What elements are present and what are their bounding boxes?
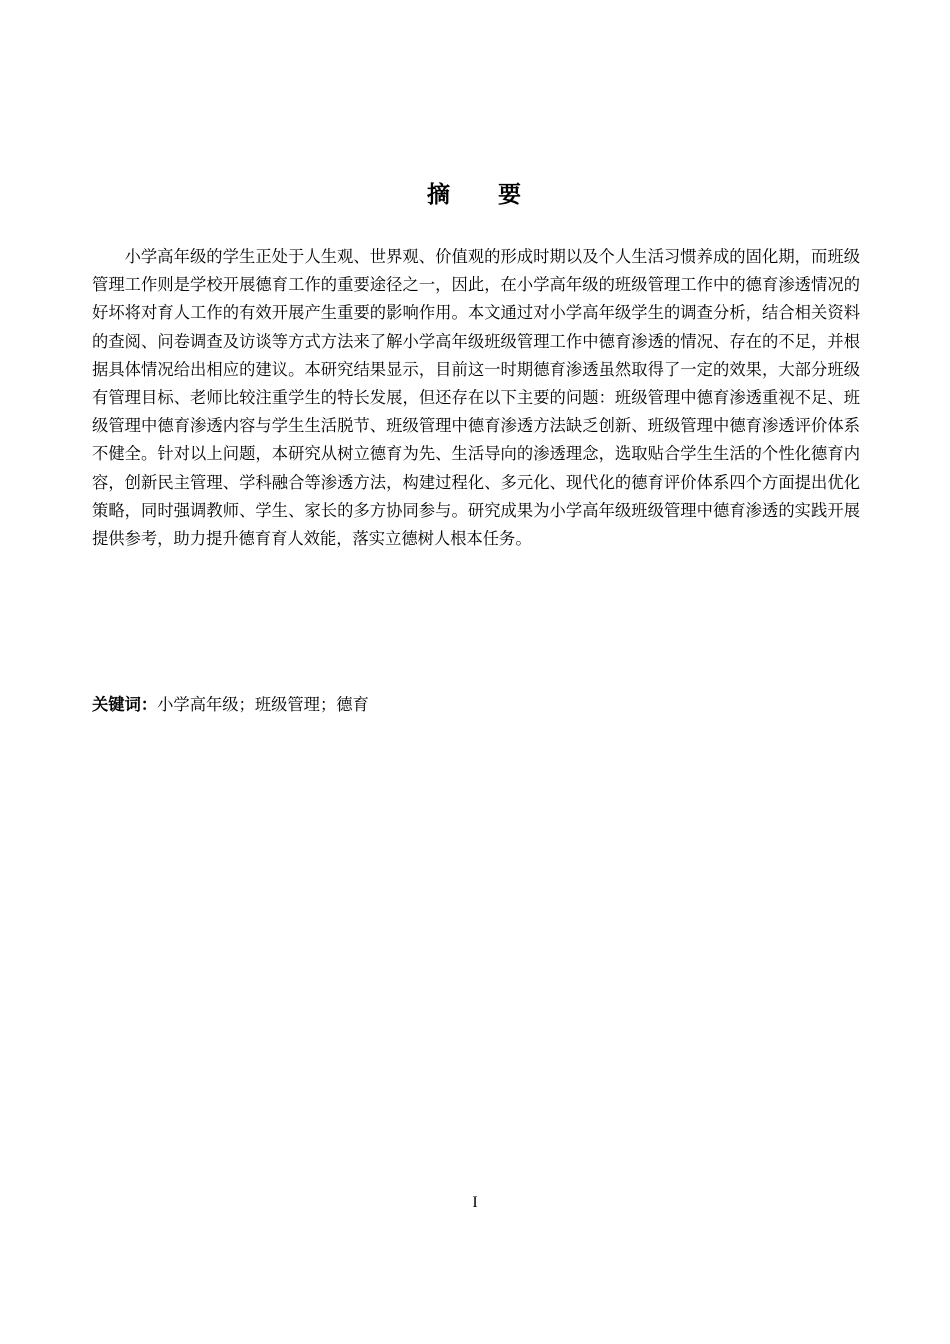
keywords-label: 关键词： [92, 695, 158, 714]
keywords-line [92, 691, 860, 719]
keywords-value: 小学高年级；班级管理；德育 [157, 695, 369, 714]
title-char-2: 要 [498, 182, 523, 208]
abstract-body: 小学高年级的学生正处于人生观、世界观、价值观的形成时期以及个人生活习惯养成的固化期，而班级管理工作则是学校开展德育工作的重要途径之一，因此，在小学高年级的班级管理工作中的德育渗透情况的好坏将对育人工作的有效开展产生重要的影响作用。本文通过对小学高年级学生的调查分析，结合相关资料的查阅、问卷调查及访谈等方式方法来了解小学高年级班级管理工作中德育渗透的情况、存在的不足，并根据具体情况给出相应的建议。本研究结果显示，目前这一时期德育渗透虽然取得了一定的效果，大部分班级有管理目标、老师比较注重学生的特长发展，但还存在以下主要的问题：班级管理中德育渗透重视不足、班级管理中德育渗透内容与学生生活脱节、班级管理中德育渗透方法缺乏创新、班级管理中德育渗透评价体系不健全。针对以上问题，本研究从树立德育为先、生活导向的渗透理念，选取贴合学生生活的个性化德育内容，创新民主管理、学科融合等渗透方法，构建过程化、多元化、现代化的德育评价体系四个方面提出优化策略，同时强调教师、学生、家长的多方协同参与。研究成果为小学高年级班级管理中德育渗透的实践开展提供参考，助力提升德育育人效能，落实立德树人根本任务。 [92, 247, 860, 549]
page-number: I [472, 1194, 478, 1211]
abstract-title [0, 178, 950, 212]
title-char-1: 摘 [427, 182, 452, 208]
